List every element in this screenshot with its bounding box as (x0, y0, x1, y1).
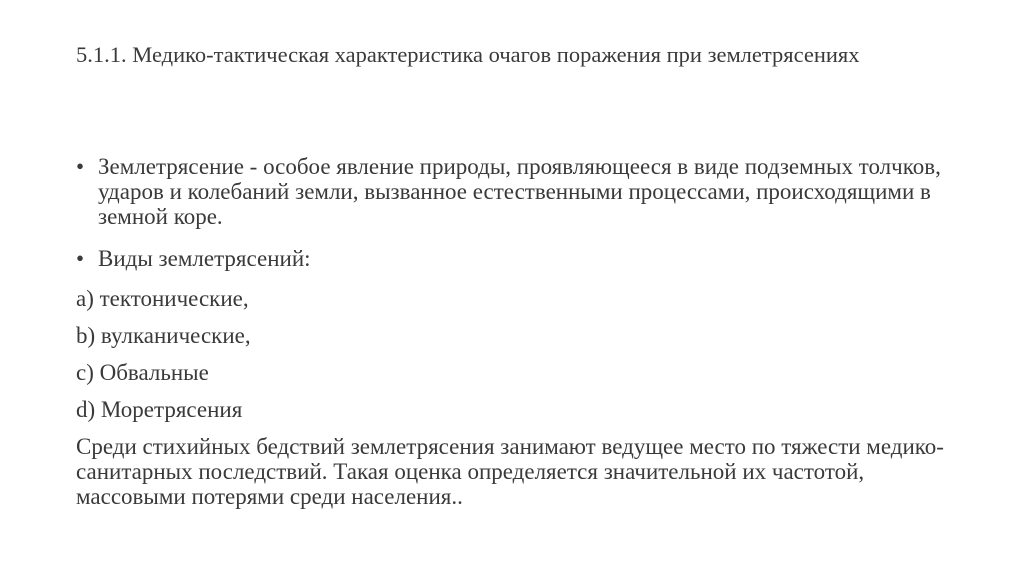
type-item-tectonic: a) тектонические, (76, 286, 249, 311)
type-item-landslide: c) Обвальные (76, 360, 209, 385)
bullet-dot-icon: • (76, 246, 85, 271)
bullet-dot-icon: • (76, 154, 85, 179)
slide-title: 5.1.1. Медико-тактическая характеристика очагов поражения при землетрясениях (76, 42, 860, 67)
conclusion-paragraph: Среди стихийных бедствий землетрясения занимают ведущее место по тяжести медико-санитарных последствий. Такая оценка определяется значительной их частотой, массовыми потерями среди населения.. (76, 434, 944, 509)
bullet-item-types-heading (76, 246, 976, 271)
bullet-text: Землетрясение - особое явление природы, проявляющееся в виде подземных толчков, ударов и колебаний земли, вызванное естественными процессами, происходящими в земной коре. (98, 154, 941, 229)
bullet-text: Виды землетрясений: (98, 246, 311, 271)
bullet-item-definition (76, 154, 976, 229)
slide-content (76, 154, 976, 509)
type-item-seaquake: d) Моретрясения (76, 397, 243, 422)
type-item-volcanic: b) вулканические, (76, 323, 251, 348)
